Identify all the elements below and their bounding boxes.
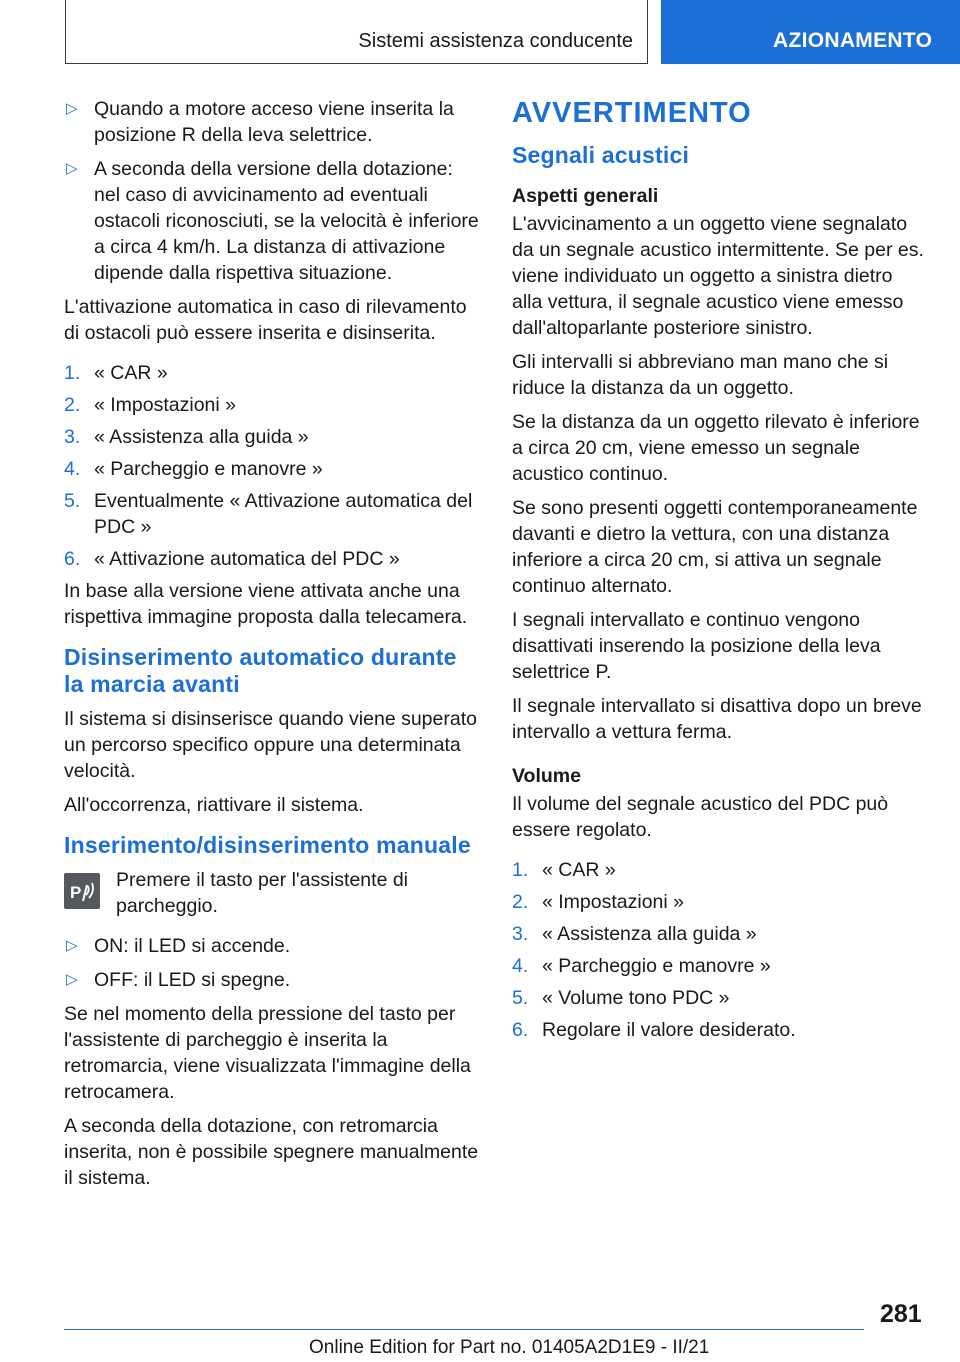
list-item: ▷ ON: il LED si accende. <box>66 935 291 957</box>
triangle-right-icon: ▷ <box>66 160 78 177</box>
list-item: ▷ Quando a motore acceso viene inserita la posizione R della leva selettrice. <box>66 98 454 146</box>
edition-footer: Online Edition for Part no. 01405A2D1E9 - II/21 <box>309 1337 710 1358</box>
step-item: 6. Regolare il valore desiderato. <box>512 1019 796 1041</box>
chapter-tab[interactable] <box>661 0 960 64</box>
paragraph: Se la distanza da un oggetto rilevato è inferiore a circa 20 cm, viene emesso un segnale acustico continuo. <box>512 411 920 485</box>
list-item: ▷ OFF: il LED si spegne. <box>66 969 291 991</box>
paragraph: Il segnale intervallato si disattiva dopo un breve intervallo a vettura ferma. <box>512 695 922 743</box>
paragraph: A seconda della dotazione, con retromarcia inserita, non è possibile spegnere manualmente il sistema. <box>64 1115 479 1189</box>
triangle-right-icon: ▷ <box>66 971 78 988</box>
step-item: 2. « Impostazioni » <box>512 891 684 913</box>
step-item: 5. « Volume tono PDC » <box>512 987 730 1009</box>
page-number: 281 <box>880 1300 922 1328</box>
paragraph: L'attivazione automatica in caso di rilevamento di ostacoli può essere inserita e disinserita. <box>64 296 467 344</box>
step-item: 2. « Impostazioni » <box>64 394 236 416</box>
paragraph: L'avvicinamento a un oggetto viene segnalato da un segnale acustico intermittente. Se per es. viene individuato un oggetto a sinistra dietro alla vettura, il segnale acustico viene emesso dall'altoparlante posteriore sinistro. <box>512 213 924 339</box>
right-column <box>512 96 928 1049</box>
triangle-right-icon: ▷ <box>66 100 78 117</box>
step-item: 4. « Parcheggio e manovre » <box>64 458 323 480</box>
step-item: 5. Eventualmente « Attivazione automatica del PDC » <box>64 490 473 538</box>
step-item: 1. « CAR » <box>64 362 168 384</box>
heading-segnali: Segnali acustici <box>512 142 690 168</box>
step-item: 3. « Assistenza alla guida » <box>64 426 309 448</box>
heading-disinserimento: Disinserimento automatico durante la marcia avanti <box>64 644 457 697</box>
heading-aspetti-generali: Aspetti generali <box>512 185 659 207</box>
section-title: Sistemi assistenza conducente <box>358 30 633 52</box>
list-item: ▷ A seconda della versione della dotazione: nel caso di avvicinamento ad eventuali ostacoli riconosciuti, se la velocità è inferiore a circa 4 km/h. La distanza di attivazione dipende dalla rispettiva situazione. <box>66 158 479 284</box>
step-item: 6. « Attivazione automatica del PDC » <box>64 548 400 570</box>
paragraph: Il volume del segnale acustico del PDC può essere regolato. <box>512 793 889 841</box>
paragraph: Il sistema si disinserisce quando viene superato un percorso specifico oppure una determinata velocità. <box>64 708 477 782</box>
heading-volume: Volume <box>512 765 581 787</box>
header-section-box <box>65 0 648 64</box>
chapter-tab-label: AZIONAMENTO <box>773 29 933 52</box>
parking-assistant-icon <box>64 873 100 909</box>
paragraph: Se sono presenti oggetti contemporaneamente davanti e dietro la vettura, con una distanza inferiore a circa 20 cm, si attiva un segnale continuo alternato. <box>512 497 918 597</box>
paragraph: All'occorrenza, riattivare il sistema. <box>64 794 364 816</box>
button-instruction <box>64 867 480 919</box>
paragraph: I segnali intervallato e continuo vengono disattivati inserendo la posizione della leva selettrice P. <box>512 609 881 683</box>
paragraph: In base alla versione viene attivata anche una rispettiva immagine proposta dalla telecamera. <box>64 580 468 628</box>
warning-heading: AVVERTIMENTO <box>512 97 752 129</box>
svg-text:P: P <box>70 883 82 902</box>
footer-divider <box>64 1329 864 1330</box>
paragraph: Se nel momento della pressione del tasto per l'assistente di parcheggio è inserita la retromarcia, viene visualizzata l'immagine della retrocamera. <box>64 1003 471 1103</box>
paragraph: Premere il tasto per l'assistente di parcheggio. <box>116 869 409 917</box>
step-item: 3. « Assistenza alla guida » <box>512 923 757 945</box>
step-item: 4. « Parcheggio e manovre » <box>512 955 771 977</box>
step-item: 1. « CAR » <box>512 859 616 881</box>
triangle-right-icon: ▷ <box>66 937 78 954</box>
paragraph: Gli intervalli si abbreviano man mano che si riduce la distanza da un oggetto. <box>512 351 889 399</box>
left-column <box>64 96 480 1199</box>
heading-manuale: Inserimento/disinserimento manuale <box>64 832 471 858</box>
